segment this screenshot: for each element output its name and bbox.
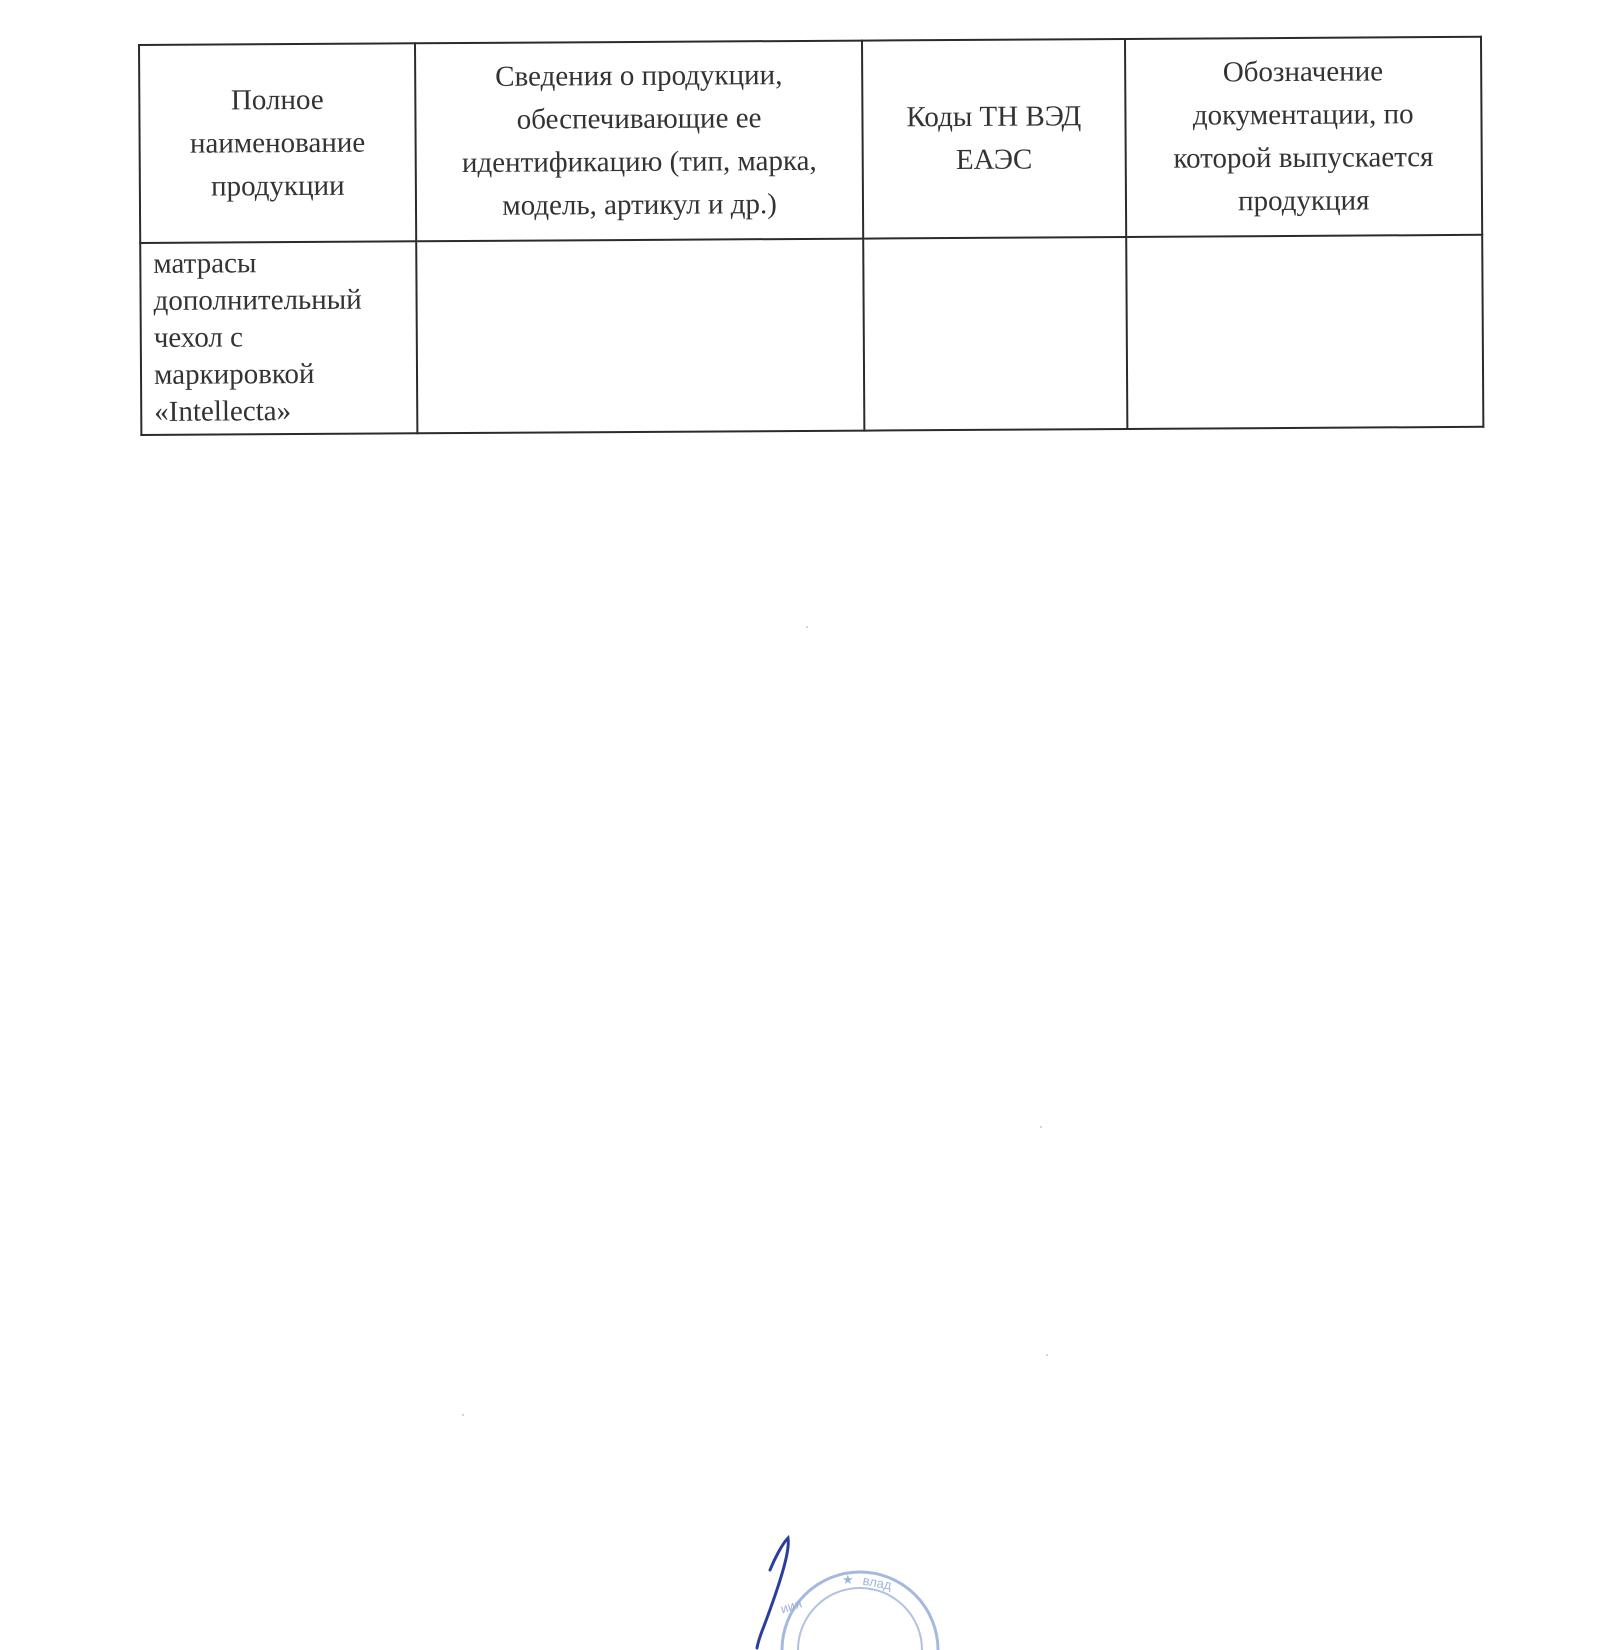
cell-identification — [416, 239, 865, 434]
svg-text:влад: влад — [861, 1572, 893, 1593]
table-row — [140, 235, 1483, 435]
svg-text:★: ★ — [842, 1572, 854, 1587]
stamp-and-signature — [730, 1530, 970, 1650]
product-table — [138, 36, 1484, 436]
scan-speck — [1040, 1126, 1042, 1128]
svg-text:иия: иия — [778, 1595, 804, 1617]
header-tn-ved-codes: Коды ТН ВЭД ЕАЭС — [862, 39, 1125, 239]
cell-product-name: матрасы дополнительный чехол с маркировкой «Intellecta» — [140, 241, 417, 435]
header-full-product-name: Полное наименование продукции — [139, 43, 416, 243]
cell-tn-ved-code — [863, 237, 1126, 431]
scan-speck — [462, 1414, 464, 1416]
scan-speck — [806, 626, 808, 628]
seal-stamp-icon — [779, 1572, 938, 1650]
table-header-row — [139, 37, 1482, 243]
cell-documentation — [1126, 235, 1484, 429]
header-documentation: Обозначение документации, по которой выпускается продукция — [1124, 37, 1482, 237]
header-product-identification: Сведения о продукции, обеспечивающие ее идентификацию (тип, марка, модель, артикул и др.) — [415, 41, 864, 242]
scan-speck — [1046, 1354, 1048, 1356]
